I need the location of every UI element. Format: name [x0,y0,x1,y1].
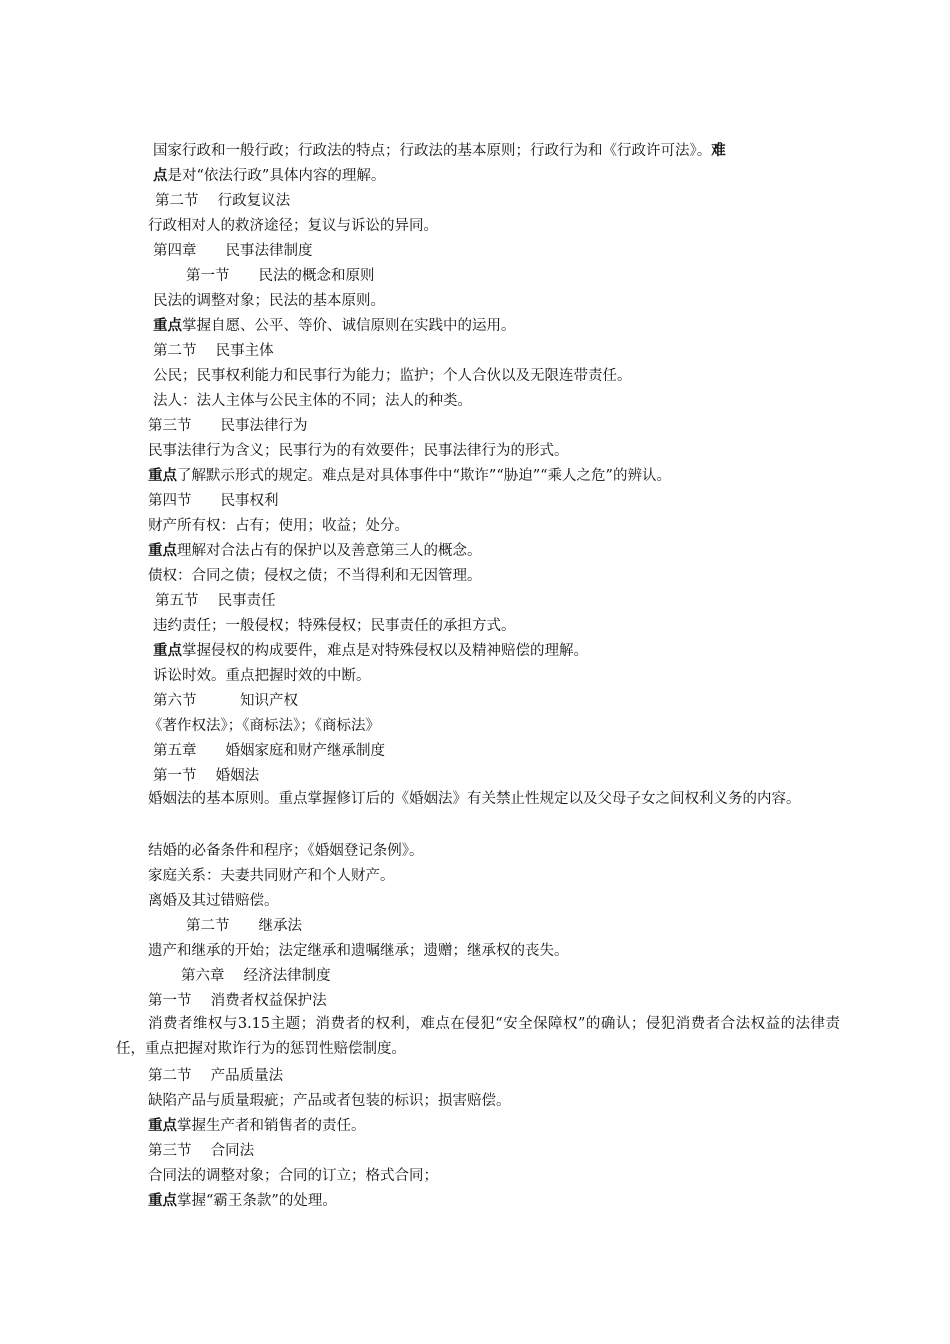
text-line: 缺陷产品与质量瑕疵；产品或者包装的标识；损害赔偿。 [148,1093,511,1109]
text-line: 家庭关系：夫妻共同财产和个人财产。 [148,868,395,884]
text-line: 点是对“依法行政”具体内容的理解。 [153,167,386,184]
text-line: 诉讼时效。重点把握时效的中断。 [153,668,371,684]
section-heading: 第六节 知识产权 [153,693,298,709]
key-point-line: 重点理解对合法占有的保护以及善意第三人的概念。 [148,542,482,559]
section-heading: 第五节 民事责任 [155,593,276,609]
key-point-line: 重点掌握侵权的构成要件，难点是对特殊侵权以及精神赔偿的理解。 [153,642,588,659]
text-line: 民事法律行为含义；民事行为的有效要件；民事法律行为的形式。 [148,443,569,459]
text-line: 财产所有权：占有；使用；收益；处分。 [148,518,409,534]
text-line: 《著作权法》；《商标法》；《商标法》 [148,718,380,734]
section-heading: 第二节 行政复议法 [155,193,291,209]
section-heading: 第三节 合同法 [148,1143,255,1159]
text-line: 债权：合同之债；侵权之债；不当得利和无因管理。 [148,568,482,584]
chapter-heading: 第四章 民事法律制度 [153,243,313,259]
text-line: 民法的调整对象；民法的基本原则。 [153,293,385,309]
text-line: 离婚及其过错赔偿。 [148,893,279,909]
section-heading: 第二节 民事主体 [153,343,274,359]
text-line: 行政相对人的救济途径；复议与诉讼的异同。 [148,218,438,234]
text-line: 法人：法人主体与公民主体的不同；法人的种类。 [153,393,472,409]
text-line: 国家行政和一般行政；行政法的特点；行政法的基本原则；行政行为和《行政许可法》。难 [153,142,726,159]
key-point-line: 重点掌握自愿、公平、等价、诚信原则在实践中的运用。 [153,317,516,334]
text-line: 结婚的必备条件和程序；《婚姻登记条例》。 [148,843,424,859]
key-point-line: 重点掌握“霸王条款”的处理。 [148,1192,337,1209]
paragraph: 婚姻法的基本原则。重点掌握修订后的《婚姻法》有关禁止性规定以及父母子女之间权利义务的内容。 [148,791,801,807]
section-heading: 第二节 产品质量法 [148,1068,284,1084]
section-heading: 第一节 消费者权益保护法 [148,993,327,1009]
key-point-line: 重点掌握生产者和销售者的责任。 [148,1117,366,1134]
section-heading: 第四节 民事权利 [148,493,279,509]
chapter-heading: 第五章 婚姻家庭和财产继承制度 [153,743,385,759]
text-line: 违约责任；一般侵权；特殊侵权；民事责任的承担方式。 [153,618,516,634]
section-heading: 第三节 民事法律行为 [148,418,308,434]
key-point-line: 重点了解默示形式的规定。难点是对具体事件中“欺诈”“胁迫”“乘人之危”的辨认。 [148,467,671,484]
section-heading: 第一节 婚姻法 [153,768,260,784]
paragraph: 消费者维权与3.15主题；消费者的权利，难点在侵犯“安全保障权”的确认；侵犯消费者合法权益的法律责任，重点把握对欺诈行为的惩罚性赔偿制度。 [116,1016,840,1057]
text-line: 遗产和继承的开始；法定继承和遗嘱继承；遗赠；继承权的丧失。 [148,943,569,959]
text-line: 公民；民事权利能力和民事行为能力；监护；个人合伙以及无限连带责任。 [153,368,632,384]
chapter-heading: 第六章 经济法律制度 [181,968,331,984]
section-heading: 第一节 民法的概念和原则 [186,268,375,284]
section-heading: 第二节 继承法 [186,918,302,934]
text-line: 合同法的调整对象；合同的订立；格式合同； [148,1168,438,1184]
